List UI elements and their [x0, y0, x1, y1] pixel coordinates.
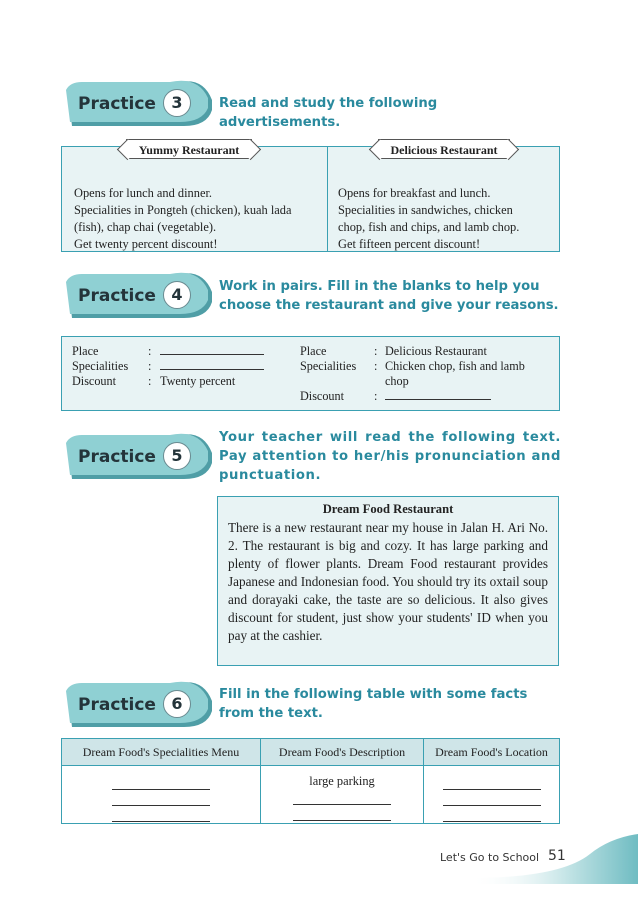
ad-line: Opens for lunch and dinner.: [74, 186, 212, 200]
field-label: Place: [300, 344, 327, 358]
practice-number: 3: [163, 89, 191, 117]
story-box: [217, 496, 559, 666]
specialities-value-continued: chop: [385, 374, 409, 388]
specialities-value: Chicken chop, fish and lamb: [385, 359, 525, 373]
place-blank[interactable]: [160, 354, 264, 355]
practice-5-instruction: Your teacher will read the following text. Pay attention to her/his pronunciation and punctuation.: [219, 430, 561, 483]
example-answer: large parking: [309, 774, 375, 788]
ad-text: [74, 185, 318, 253]
ad-line: Get twenty percent discount!: [74, 237, 218, 251]
place-value: Delicious Restaurant: [385, 344, 487, 358]
answer-blank[interactable]: [443, 806, 541, 822]
ad-line: (fish), chap chai (vegetable).: [74, 220, 217, 234]
colon: :: [374, 344, 378, 358]
colon: :: [148, 374, 152, 388]
page-number: 51: [548, 848, 566, 864]
practice-label: Practice: [78, 447, 156, 467]
right-place-row: [300, 344, 487, 359]
ad-text: [338, 185, 552, 253]
fill-blanks-box: [61, 336, 560, 411]
field-label: Specialities: [72, 359, 129, 373]
practice-label: Practice: [78, 695, 156, 715]
practice-number: 4: [163, 281, 191, 309]
ad-line: chop, fish and chips, and lamb chop.: [338, 220, 520, 234]
yummy-ad: [62, 143, 328, 251]
restaurant-name-tag: Delicious Restaurant: [378, 139, 510, 159]
practice-label: Practice: [78, 94, 156, 114]
practice-3-badge: [62, 80, 214, 130]
practice-4-instruction: Work in pairs. Fill in the blanks to help you choose the restaurant and give your reasons.: [219, 279, 559, 313]
ad-line: Opens for breakfast and lunch.: [338, 186, 491, 200]
answer-blank[interactable]: [293, 805, 391, 821]
answer-blank[interactable]: [112, 790, 210, 806]
table-header-row: [62, 739, 560, 766]
field-label: Place: [72, 344, 99, 358]
left-discount-row: [72, 374, 235, 389]
colon: :: [148, 344, 152, 358]
practice-number: 6: [163, 690, 191, 718]
left-place-row: [72, 344, 264, 359]
practice-4-badge: [62, 272, 214, 322]
column-header: Dream Food's Description: [261, 739, 424, 766]
story-text: There is a new restaurant near my house in Jalan H. Ari No. 2. The restaurant is big and cozy. It has large parking and plenty of flower plants. Dream Food restaurant provides Japanese and Indonesian food. You should try its oxtail soup and dorayaki cake, the taste are so delicious. It also gives discount for student, just show your students' ID when you pay at the cashier.: [228, 520, 548, 643]
specialities-blank[interactable]: [160, 369, 264, 370]
right-specialities-row: [300, 359, 525, 374]
field-label: Specialities: [300, 359, 357, 373]
practice-6-instruction: Fill in the following table with some facts from the text.: [219, 687, 528, 721]
column-header: Dream Food's Location: [424, 739, 560, 766]
column-header: Dream Food's Specialities Menu: [62, 739, 261, 766]
description-cell: [261, 766, 424, 824]
ad-line: Specialities in Pongteh (chicken), kuah lada: [74, 203, 292, 217]
colon: :: [374, 359, 378, 373]
discount-blank[interactable]: [385, 399, 491, 400]
right-discount-row: [300, 389, 491, 404]
practice-number: 5: [163, 442, 191, 470]
specialities-cell: [62, 766, 261, 824]
answer-blank[interactable]: [112, 774, 210, 790]
practice-label: Practice: [78, 286, 156, 306]
field-label: Discount: [72, 374, 117, 388]
answer-blank[interactable]: [443, 790, 541, 806]
ad-line: Get fifteen percent discount!: [338, 237, 481, 251]
left-specialities-row: [72, 359, 264, 374]
answer-blank[interactable]: [293, 789, 391, 805]
location-cell: [424, 766, 560, 824]
practice-6-badge: [62, 681, 214, 731]
colon: :: [374, 389, 378, 403]
facts-table: [61, 738, 560, 824]
answer-blank[interactable]: [443, 774, 541, 790]
restaurant-name-tag: Yummy Restaurant: [126, 139, 252, 159]
colon: :: [148, 359, 152, 373]
delicious-ad: [328, 143, 558, 251]
discount-value: Twenty percent: [160, 374, 236, 388]
field-label: Discount: [300, 389, 345, 403]
practice-3-instruction: Read and study the following advertisements.: [219, 96, 438, 130]
chapter-title: Let's Go to School: [440, 851, 540, 864]
ad-line: Specialities in sandwiches, chicken: [338, 203, 513, 217]
advertisement-box: [61, 143, 560, 252]
story-title: Dream Food Restaurant: [322, 502, 454, 516]
answer-blank[interactable]: [112, 806, 210, 822]
practice-5-badge: [62, 433, 214, 483]
table-row: [62, 766, 560, 824]
